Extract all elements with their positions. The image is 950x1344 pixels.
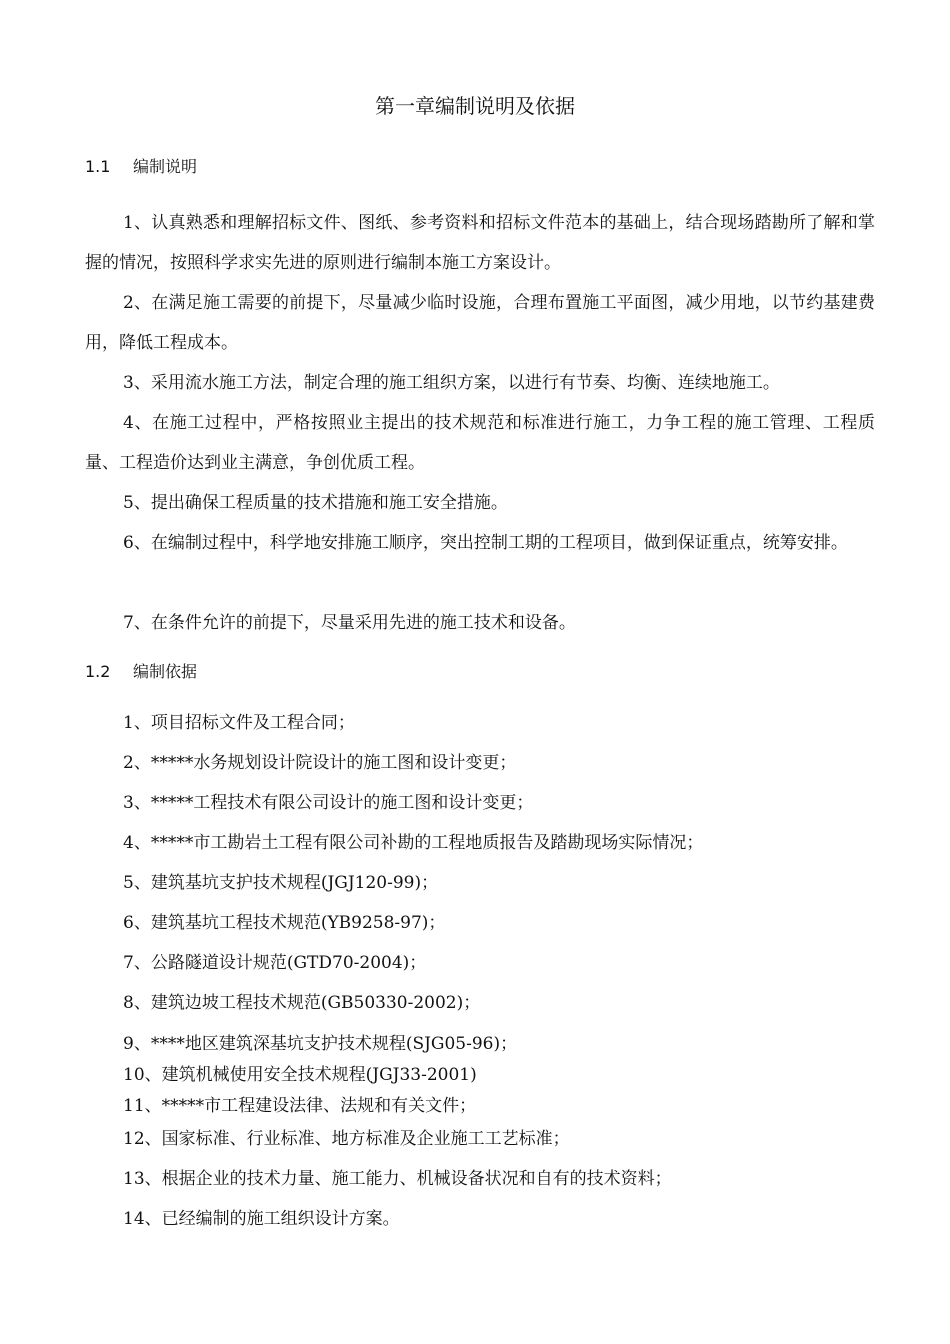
- chapter-title: 第一章编制说明及依据: [375, 94, 575, 118]
- list-item: 14、已经编制的施工组织设计方案。: [123, 1209, 400, 1229]
- section-number: 1.2: [85, 662, 111, 681]
- list-item: 13、根据企业的技术力量、施工能力、机械设备状况和自有的技术资料；: [123, 1169, 672, 1189]
- list-item: 12、国家标准、行业标准、地方标准及企业施工工艺标准；: [123, 1129, 570, 1149]
- paragraph: 2、在满足施工需要的前提下，尽量减少临时设施，合理布置施工平面图，减少用地，以节约基建费用，降低工程成本。: [85, 293, 875, 353]
- list-item: 7、公路隧道设计规范(GTD70-2004)；: [123, 953, 427, 973]
- list-item: 10、建筑机械使用安全技术规程(JGJ33-2001): [123, 1065, 477, 1085]
- section-title: 编制依据: [133, 662, 198, 681]
- list-item: 2、*****水务规划设计院设计的施工图和设计变更；: [123, 753, 517, 773]
- list-item: 1、项目招标文件及工程合同；: [123, 713, 355, 733]
- section-heading-1-2: [85, 661, 197, 683]
- paragraph: 6、在编制过程中，科学地安排施工顺序，突出控制工期的工程项目，做到保证重点，统筹安排。: [123, 533, 848, 553]
- paragraph: 4、在施工过程中，严格按照业主提出的技术规范和标准进行施工，力争工程的施工管理、工程质量、工程造价达到业主满意，争创优质工程。: [85, 413, 875, 473]
- section-heading-1-1: [85, 156, 197, 178]
- paragraph: 5、提出确保工程质量的技术措施和施工安全措施。: [123, 493, 508, 513]
- list-item: 11、*****市工程建设法律、法规和有关文件；: [123, 1096, 477, 1116]
- list-item: 8、建筑边坡工程技术规范(GB50330-2002)；: [123, 993, 481, 1013]
- paragraph: 1、认真熟悉和理解招标文件、图纸、参考资料和招标文件范本的基础上，结合现场踏勘所了解和掌握的情况，按照科学求实先进的原则进行编制本施工方案设计。: [85, 213, 875, 273]
- paragraph: 7、在条件允许的前提下，尽量采用先进的施工技术和设备。: [123, 613, 576, 633]
- list-item: 3、*****工程技术有限公司设计的施工图和设计变更；: [123, 793, 534, 813]
- list-item: 6、建筑基坑工程技术规范(YB9258-97)；: [123, 913, 446, 933]
- list-item: 4、*****市工勘岩土工程有限公司补勘的工程地质报告及踏勘现场实际情况；: [123, 833, 704, 853]
- list-item: 9、****地区建筑深基坑支护技术规程(SJG05-96)；: [123, 1034, 518, 1054]
- section-number: 1.1: [85, 157, 111, 176]
- list-item: 5、建筑基坑支护技术规程(JGJ120-99)；: [123, 873, 439, 893]
- section-title: 编制说明: [133, 157, 198, 176]
- paragraph: 3、采用流水施工方法，制定合理的施工组织方案，以进行有节奏、均衡、连续地施工。: [123, 373, 780, 393]
